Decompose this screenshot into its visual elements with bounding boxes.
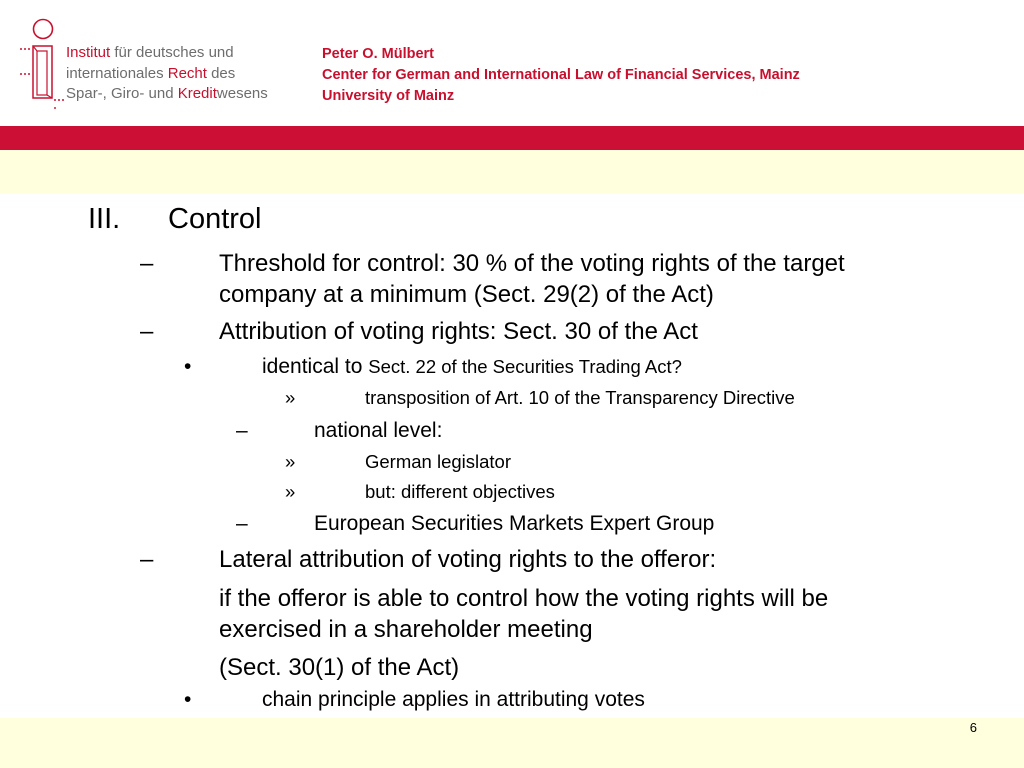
item-text: Lateral attribution of voting rights to the offeror: (219, 546, 717, 573)
bullet-marker: • (184, 355, 192, 378)
logo-highlight: Institut (66, 44, 111, 61)
item-text: German legislator (365, 451, 512, 472)
outline-item-continuation (219, 654, 459, 682)
dash-marker: – (140, 250, 154, 277)
item-text: chain principle applies in attributing votes (262, 688, 645, 711)
item-text-small: Sect. 22 of the Securities Trading Act? (368, 356, 682, 377)
presenter-name: Peter O. Mülbert (322, 46, 434, 62)
item-text: Threshold for control: 30 % of the voting rights of the target (219, 250, 845, 277)
dash-marker: – (236, 512, 248, 535)
presenter-university: University of Mainz (322, 88, 455, 104)
logo-plain: Spar-, Giro- und (66, 85, 178, 102)
item-text: transposition of Art. 10 of the Transparency Directive (365, 387, 795, 408)
outline-item-continuation (219, 585, 828, 613)
item-text: company at a minimum (Sect. 29(2) of the Act) (219, 281, 714, 308)
page-number: 6 (969, 720, 977, 735)
item-text: (Sect. 30(1) of the Act) (219, 654, 460, 681)
presenter-center: Center for German and International Law of Financial Services, Mainz (322, 67, 800, 83)
item-text-main: identical to (262, 355, 369, 378)
outline-item-continuation (219, 281, 714, 309)
logo-plain: wesens (216, 85, 268, 102)
heading-text: Control (168, 203, 262, 235)
item-text: European Securities Markets Expert Group (314, 512, 715, 535)
logo-highlight: Recht (167, 64, 207, 82)
item-text: exercised in a shareholder meeting (219, 616, 593, 643)
outline-item-continuation (219, 616, 593, 644)
guillemet-marker: » (285, 481, 296, 502)
item-text: if the offeror is able to control how the voting rights will be (219, 585, 829, 612)
logo-highlight: Kredit (177, 85, 217, 102)
dash-marker: – (140, 546, 154, 573)
item-text: but: different objectives (365, 481, 555, 502)
item-text: Attribution of voting rights: Sect. 30 of the Act (219, 318, 698, 345)
item-text (262, 355, 682, 379)
guillemet-marker: » (285, 387, 296, 408)
item-text: national level: (314, 419, 443, 442)
roman-numeral: III. (88, 203, 121, 235)
guillemet-marker: » (285, 451, 296, 472)
dash-marker: – (140, 318, 154, 345)
bullet-marker: • (184, 688, 192, 711)
dash-marker: – (236, 419, 248, 442)
logo-plain: des (206, 64, 236, 82)
logo-plain: für deutsches und (110, 44, 234, 61)
logo-plain: internationales (66, 64, 168, 82)
